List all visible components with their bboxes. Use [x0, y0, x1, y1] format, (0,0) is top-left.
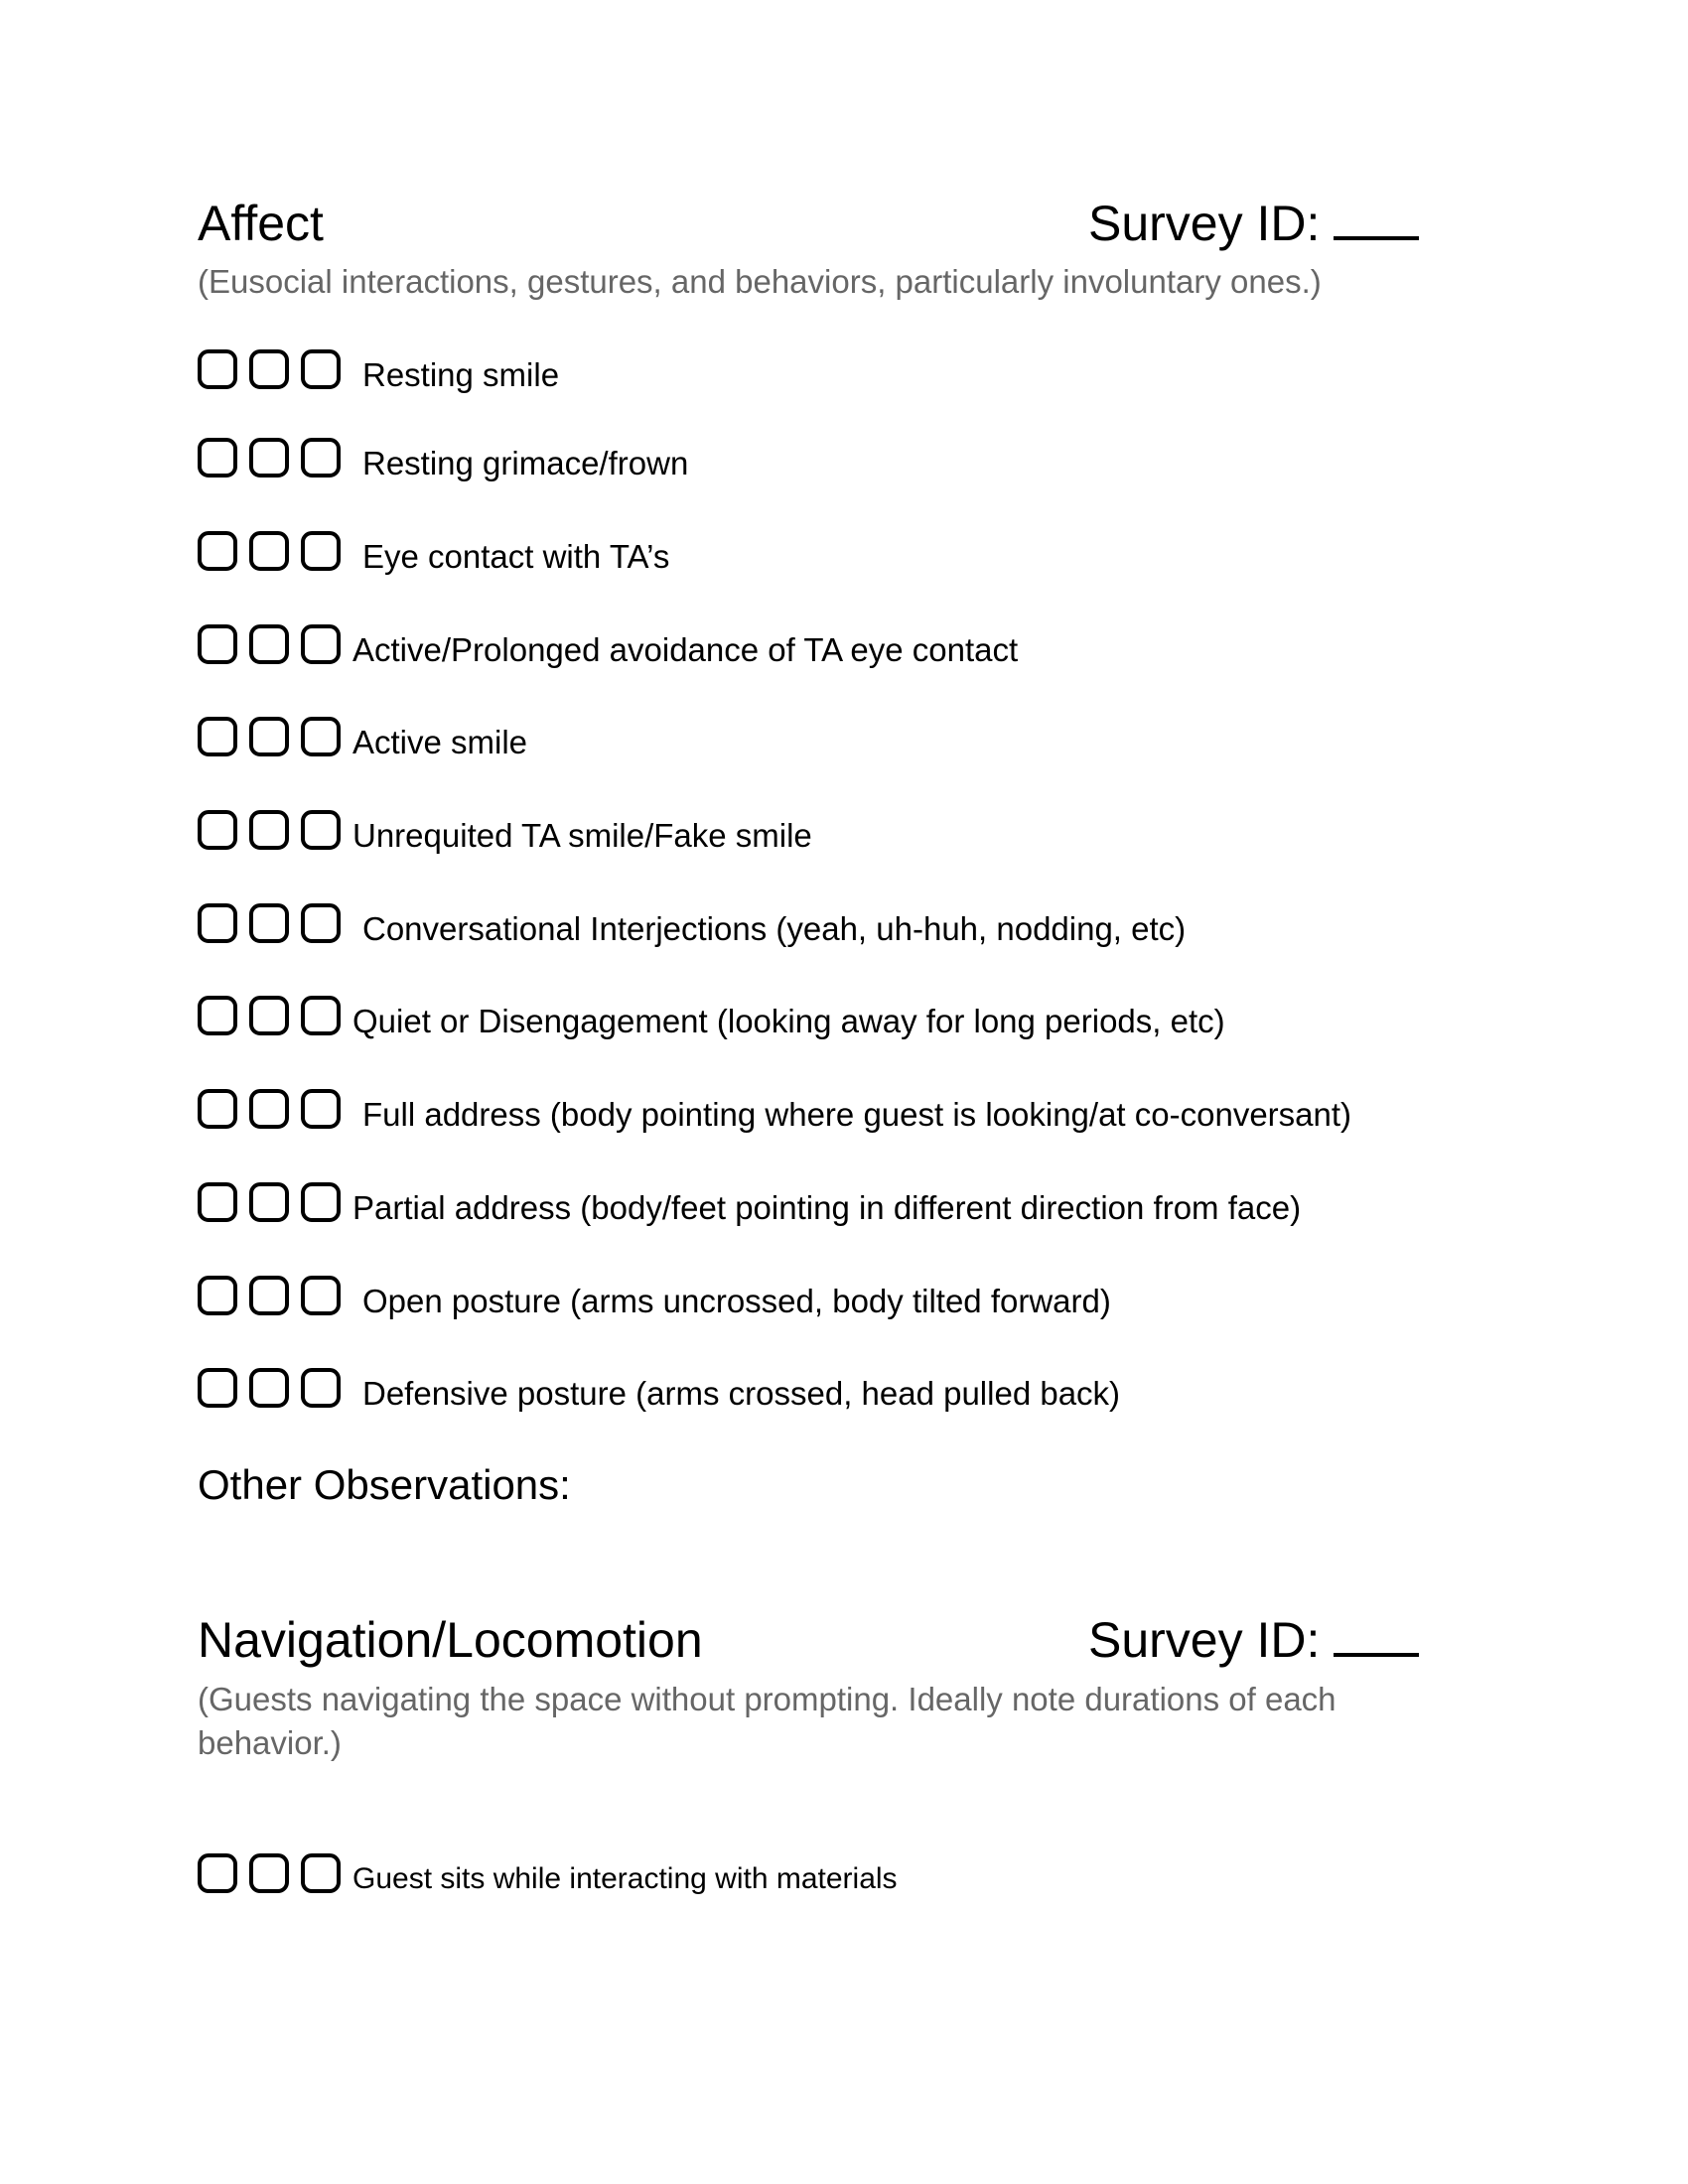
- tally-checkbox[interactable]: [249, 349, 289, 389]
- affect-survey-id: [1088, 196, 1419, 251]
- item-label: Guest sits while interacting with materials: [352, 1862, 898, 1895]
- tally-checkbox[interactable]: [198, 1853, 237, 1893]
- tally-checkbox[interactable]: [301, 1089, 341, 1129]
- tally-boxes: [198, 1853, 347, 1899]
- tally-checkbox[interactable]: [301, 438, 341, 478]
- item-label: Partial address (body/feet pointing in different direction from face): [352, 1189, 1302, 1226]
- tally-checkbox[interactable]: [301, 903, 341, 943]
- tally-checkbox[interactable]: [198, 810, 237, 850]
- tally-checkbox[interactable]: [301, 810, 341, 850]
- tally-boxes: [198, 996, 347, 1041]
- tally-checkbox[interactable]: [249, 1276, 289, 1315]
- item-label: Quiet or Disengagement (looking away for long periods, etc): [352, 1003, 1225, 1039]
- tally-checkbox[interactable]: [301, 996, 341, 1035]
- item-label: Conversational Interjections (yeah, uh-huh, nodding, etc): [362, 910, 1187, 947]
- tally-checkbox[interactable]: [198, 624, 237, 664]
- tally-checkbox[interactable]: [301, 1853, 341, 1893]
- tally-checkbox[interactable]: [249, 903, 289, 943]
- tally-checkbox[interactable]: [198, 1368, 237, 1408]
- tally-checkbox[interactable]: [301, 1276, 341, 1315]
- tally-checkbox[interactable]: [301, 717, 341, 756]
- tally-checkbox[interactable]: [301, 1182, 341, 1222]
- tally-checkbox[interactable]: [198, 438, 237, 478]
- item-label: Open posture (arms uncrossed, body tilted forward): [362, 1283, 1111, 1319]
- tally-checkbox[interactable]: [198, 996, 237, 1035]
- survey-id-label: Survey ID:: [1088, 196, 1321, 251]
- tally-boxes: [198, 624, 347, 670]
- navigation-title: Navigation/Locomotion: [198, 1612, 703, 1668]
- tally-checkbox[interactable]: [301, 531, 341, 571]
- item-label: Eye contact with TA’s: [362, 538, 670, 575]
- tally-checkbox[interactable]: [301, 349, 341, 389]
- tally-checkbox[interactable]: [198, 1276, 237, 1315]
- survey-id-field[interactable]: [1334, 1653, 1419, 1657]
- tally-boxes: [198, 349, 347, 395]
- tally-boxes: [198, 717, 347, 762]
- navigation-subtitle-line2: behavior.): [198, 1724, 342, 1761]
- tally-boxes: [198, 810, 347, 856]
- tally-checkbox[interactable]: [249, 531, 289, 571]
- tally-checkbox[interactable]: [301, 1368, 341, 1408]
- tally-checkbox[interactable]: [198, 349, 237, 389]
- tally-checkbox[interactable]: [198, 903, 237, 943]
- tally-checkbox[interactable]: [249, 1368, 289, 1408]
- tally-checkbox[interactable]: [249, 810, 289, 850]
- item-label: Unrequited TA smile/Fake smile: [352, 817, 812, 854]
- tally-boxes: [198, 438, 347, 483]
- item-label: Full address (body pointing where guest is looking/at co-conversant): [362, 1096, 1352, 1133]
- tally-checkbox[interactable]: [249, 624, 289, 664]
- navigation-survey-id: [1088, 1612, 1419, 1668]
- tally-boxes: [198, 1182, 347, 1228]
- tally-boxes: [198, 1368, 347, 1414]
- tally-checkbox[interactable]: [249, 1089, 289, 1129]
- tally-boxes: [198, 1089, 347, 1135]
- tally-checkbox[interactable]: [249, 996, 289, 1035]
- tally-boxes: [198, 531, 347, 577]
- tally-checkbox[interactable]: [301, 624, 341, 664]
- tally-boxes: [198, 1276, 347, 1321]
- item-label: Resting grimace/frown: [362, 445, 689, 481]
- tally-checkbox[interactable]: [198, 1182, 237, 1222]
- item-label: Defensive posture (arms crossed, head pulled back): [362, 1375, 1121, 1412]
- navigation-subtitle-line1: (Guests navigating the space without prompting. Ideally note durations of each: [198, 1681, 1336, 1717]
- tally-checkbox[interactable]: [249, 1853, 289, 1893]
- survey-id-field[interactable]: [1334, 236, 1419, 240]
- tally-checkbox[interactable]: [249, 438, 289, 478]
- tally-checkbox[interactable]: [198, 531, 237, 571]
- affect-subtitle: (Eusocial interactions, gestures, and behaviors, particularly involuntary ones.): [198, 263, 1322, 300]
- tally-checkbox[interactable]: [249, 717, 289, 756]
- tally-boxes: [198, 903, 347, 949]
- item-label: Resting smile: [362, 356, 560, 393]
- affect-title: Affect: [198, 196, 324, 251]
- tally-checkbox[interactable]: [198, 1089, 237, 1129]
- tally-checkbox[interactable]: [249, 1182, 289, 1222]
- tally-checkbox[interactable]: [198, 717, 237, 756]
- survey-id-label: Survey ID:: [1088, 1612, 1321, 1668]
- other-observations-label: Other Observations:: [198, 1461, 571, 1508]
- item-label: Active/Prolonged avoidance of TA eye contact: [352, 631, 1019, 668]
- item-label: Active smile: [352, 724, 528, 760]
